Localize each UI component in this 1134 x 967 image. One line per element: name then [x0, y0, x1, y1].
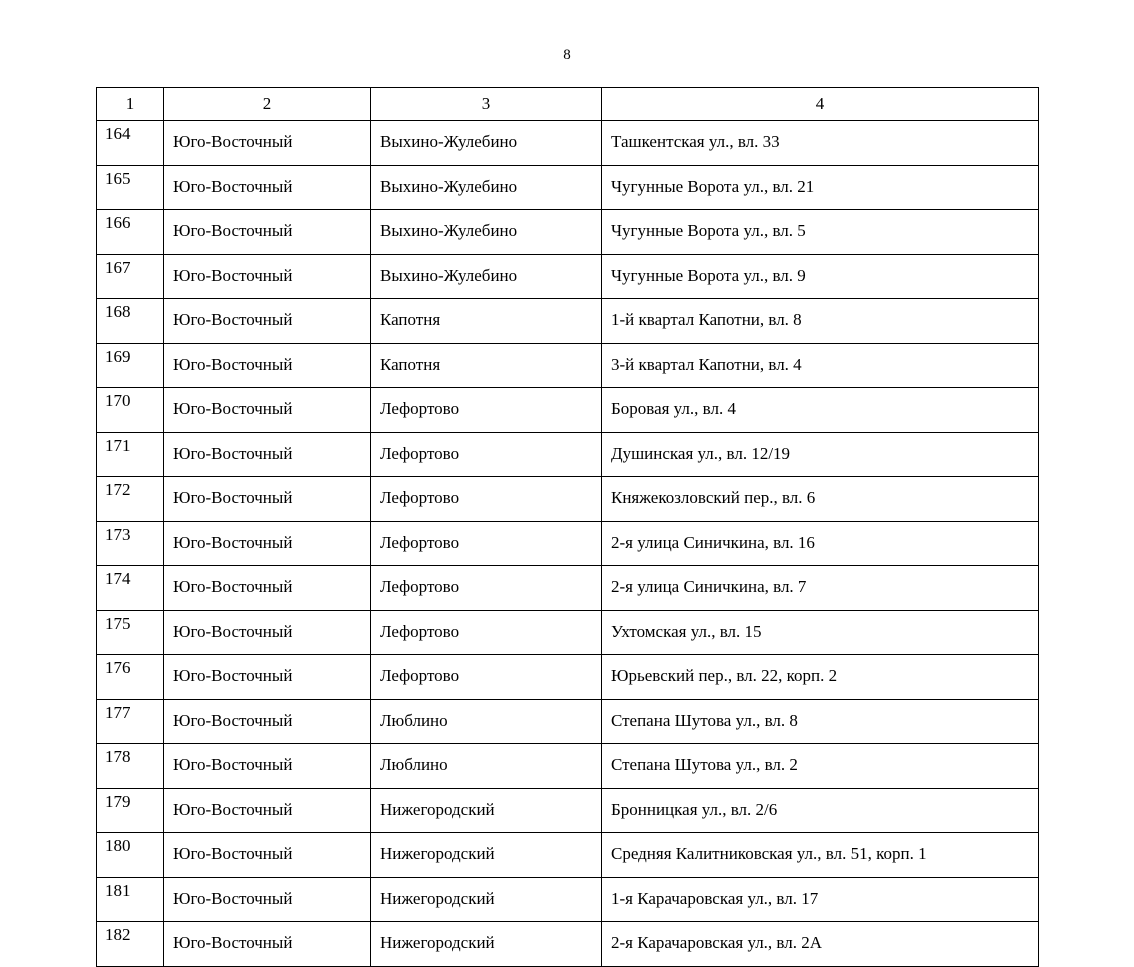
row-number-cell: 180: [97, 833, 164, 878]
address-table: [96, 87, 1039, 967]
address-cell: 2-я улица Синичкина, вл. 16: [602, 521, 1039, 566]
table-row: [97, 343, 1039, 388]
area-cell: Нижегородский: [371, 922, 602, 967]
area-cell: Лефортово: [371, 566, 602, 611]
address-cell: 2-я улица Синичкина, вл. 7: [602, 566, 1039, 611]
area-cell: Лефортово: [371, 432, 602, 477]
address-cell: Степана Шутова ул., вл. 8: [602, 699, 1039, 744]
table-row: [97, 655, 1039, 700]
page-number: 8: [563, 47, 571, 63]
area-cell: Выхино-Жулебино: [371, 165, 602, 210]
row-number-cell: 177: [97, 699, 164, 744]
district-cell: Юго-Восточный: [164, 877, 371, 922]
table-row: [97, 833, 1039, 878]
row-number-cell: 165: [97, 165, 164, 210]
district-cell: Юго-Восточный: [164, 521, 371, 566]
row-number-cell: 178: [97, 744, 164, 789]
address-cell: 1-я Карачаровская ул., вл. 17: [602, 877, 1039, 922]
address-cell: 2-я Карачаровская ул., вл. 2А: [602, 922, 1039, 967]
row-number-cell: 167: [97, 254, 164, 299]
address-cell: Ухтомская ул., вл. 15: [602, 610, 1039, 655]
row-number-cell: 173: [97, 521, 164, 566]
table-row: [97, 610, 1039, 655]
district-cell: Юго-Восточный: [164, 210, 371, 255]
header-cell: 3: [371, 88, 602, 121]
area-cell: Нижегородский: [371, 877, 602, 922]
row-number-cell: 174: [97, 566, 164, 611]
address-cell: Чугунные Ворота ул., вл. 9: [602, 254, 1039, 299]
area-cell: Капотня: [371, 299, 602, 344]
address-cell: Боровая ул., вл. 4: [602, 388, 1039, 433]
address-cell: Ташкентская ул., вл. 33: [602, 121, 1039, 166]
address-cell: Бронницкая ул., вл. 2/6: [602, 788, 1039, 833]
district-cell: Юго-Восточный: [164, 655, 371, 700]
district-cell: Юго-Восточный: [164, 343, 371, 388]
row-number-cell: 182: [97, 922, 164, 967]
table-row: [97, 521, 1039, 566]
row-number-cell: 170: [97, 388, 164, 433]
row-number-cell: 164: [97, 121, 164, 166]
area-cell: Выхино-Жулебино: [371, 254, 602, 299]
row-number-cell: 171: [97, 432, 164, 477]
area-cell: Капотня: [371, 343, 602, 388]
area-cell: Лефортово: [371, 388, 602, 433]
header-cell: 4: [602, 88, 1039, 121]
address-cell: 3-й квартал Капотни, вл. 4: [602, 343, 1039, 388]
table-row: [97, 877, 1039, 922]
area-cell: Нижегородский: [371, 788, 602, 833]
district-cell: Юго-Восточный: [164, 788, 371, 833]
table-row: [97, 566, 1039, 611]
row-number-cell: 172: [97, 477, 164, 522]
district-cell: Юго-Восточный: [164, 299, 371, 344]
table-row: [97, 299, 1039, 344]
table-row: [97, 699, 1039, 744]
address-cell: Степана Шутова ул., вл. 2: [602, 744, 1039, 789]
district-cell: Юго-Восточный: [164, 432, 371, 477]
district-cell: Юго-Восточный: [164, 388, 371, 433]
table-row: [97, 121, 1039, 166]
table-row: [97, 922, 1039, 967]
address-cell: Княжекозловский пер., вл. 6: [602, 477, 1039, 522]
area-cell: Лефортово: [371, 521, 602, 566]
district-cell: Юго-Восточный: [164, 744, 371, 789]
table-row: [97, 432, 1039, 477]
row-number-cell: 166: [97, 210, 164, 255]
district-cell: Юго-Восточный: [164, 165, 371, 210]
address-cell: Чугунные Ворота ул., вл. 21: [602, 165, 1039, 210]
row-number-cell: 175: [97, 610, 164, 655]
header-cell: 1: [97, 88, 164, 121]
row-number-cell: 169: [97, 343, 164, 388]
table-row: [97, 165, 1039, 210]
area-cell: Выхино-Жулебино: [371, 210, 602, 255]
address-cell: Душинская ул., вл. 12/19: [602, 432, 1039, 477]
district-cell: Юго-Восточный: [164, 833, 371, 878]
district-cell: Юго-Восточный: [164, 477, 371, 522]
table-body: [97, 121, 1039, 967]
address-cell: Чугунные Ворота ул., вл. 5: [602, 210, 1039, 255]
district-cell: Юго-Восточный: [164, 254, 371, 299]
table-row: [97, 477, 1039, 522]
district-cell: Юго-Восточный: [164, 121, 371, 166]
area-cell: Нижегородский: [371, 833, 602, 878]
address-cell: Средняя Калитниковская ул., вл. 51, корп. 1: [602, 833, 1039, 878]
area-cell: Лефортово: [371, 655, 602, 700]
table-row: [97, 788, 1039, 833]
row-number-cell: 179: [97, 788, 164, 833]
table-row: [97, 744, 1039, 789]
table-header-row: [97, 88, 1039, 121]
row-number-cell: 181: [97, 877, 164, 922]
area-cell: Выхино-Жулебино: [371, 121, 602, 166]
table-row: [97, 388, 1039, 433]
district-cell: Юго-Восточный: [164, 610, 371, 655]
district-cell: Юго-Восточный: [164, 922, 371, 967]
row-number-cell: 176: [97, 655, 164, 700]
area-cell: Лефортово: [371, 477, 602, 522]
table-row: [97, 210, 1039, 255]
header-cell: 2: [164, 88, 371, 121]
address-cell: 1-й квартал Капотни, вл. 8: [602, 299, 1039, 344]
district-cell: Юго-Восточный: [164, 699, 371, 744]
address-cell: Юрьевский пер., вл. 22, корп. 2: [602, 655, 1039, 700]
area-cell: Лефортово: [371, 610, 602, 655]
area-cell: Люблино: [371, 744, 602, 789]
area-cell: Люблино: [371, 699, 602, 744]
row-number-cell: 168: [97, 299, 164, 344]
table-row: [97, 254, 1039, 299]
district-cell: Юго-Восточный: [164, 566, 371, 611]
